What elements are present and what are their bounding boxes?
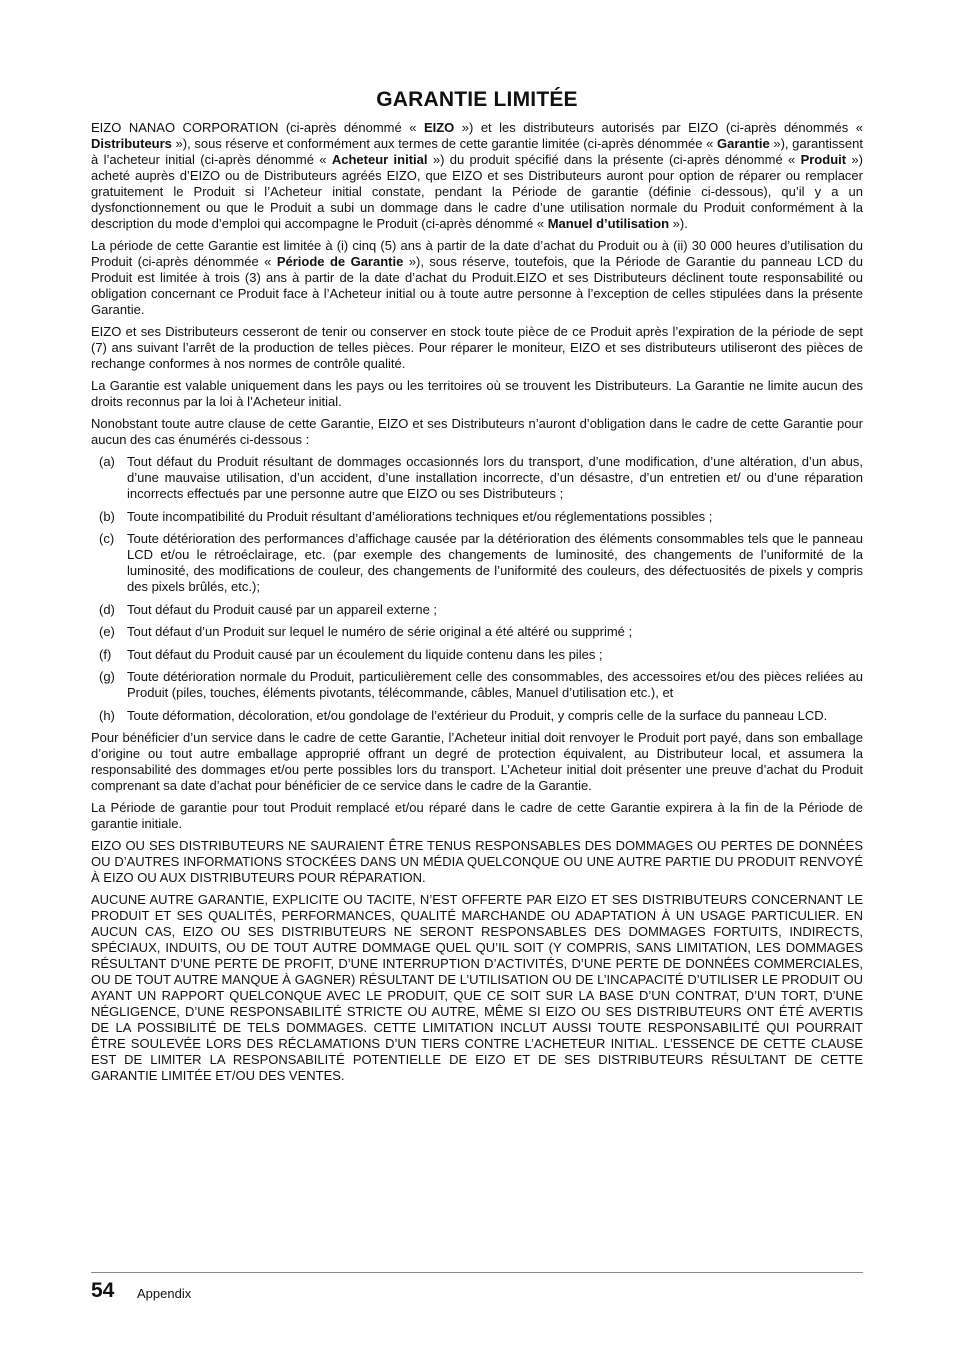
page-number: 54 xyxy=(91,1279,115,1302)
list-marker: (a) xyxy=(99,454,115,469)
term-manuel: Manuel d’utilisation xyxy=(547,216,670,231)
validity-paragraph: La Garantie est valable uniquement dans les pays ou les territoires où se trouvent les Distributeurs. La Garantie ne limite aucun des droits reconnus par la loi à l’Acheteur initial. xyxy=(91,378,863,409)
list-item xyxy=(91,708,863,724)
list-marker: (e) xyxy=(99,624,115,639)
term-garantie: Garantie xyxy=(716,136,770,151)
exclusions-intro-paragraph: Nonobstant toute autre clause de cette Garantie, EIZO et ses Distributeurs n’auront d’obligation dans le cadre de cette Garantie pour aucun des cas énumérés ci-dessous : xyxy=(91,416,863,447)
text-run: »), sous réserve, toutefois, que la Période de Garantie du panneau LCD du Produit est limitée à trois (3) ans à partir de la date d’achat du Produit.EIZO et ses Distributeurs déclinent toute responsabilité ou obligation concernant ce Produit face à l’Acheteur initial ou à toute autre personne à l’exception de celles stipulées dans la présente Garantie. xyxy=(91,254,863,317)
list-item-text: Toute incompatibilité du Produit résultant d’améliorations techniques et/ou réglementations possibles ; xyxy=(127,508,713,524)
term-produit: Produit xyxy=(800,152,847,167)
text-run: »), sous réserve et conformément aux termes de cette garantie limitée (ci-après dénommée « xyxy=(171,136,717,151)
list-marker: (h) xyxy=(99,707,115,723)
list-item xyxy=(91,509,863,525)
list-item-text: Toute détérioration normale du Produit, particulièrement celle des consommables, des accessoires et/ou des pièces reliées au Produit (piles, touches, éléments pivotants, télécommande, câbles, Manuel d’utilisation etc.), et xyxy=(127,669,863,700)
section-label: Appendix xyxy=(137,1286,192,1301)
period-paragraph xyxy=(91,238,863,318)
list-item-text: Tout défaut du Produit causé par un appareil externe ; xyxy=(127,601,438,617)
list-marker: (f) xyxy=(99,646,112,662)
list-item xyxy=(91,624,863,640)
text-run: »), garantissent à l’acheteur initial (ci-après dénommé « xyxy=(91,136,863,167)
footer-divider xyxy=(91,1272,863,1273)
liability-data-paragraph: EIZO OU SES DISTRIBUTEURS NE SAURAIENT ÊTRE TENUS RESPONSABLES DES DOMMAGES OU PERTES DE DONNÉES OU D’AUTRES INFORMATIONS STOCKÉES DANS UN MÉDIA QUELCONQUE OU UNE AUTRE PARTIE DU PRODUIT RENVOYÉ À EIZO OU AUX DISTRIBUTEURS POUR RÉPARATION. xyxy=(91,838,863,885)
term-acheteur-initial: Acheteur initial xyxy=(331,152,428,167)
list-item xyxy=(91,647,863,663)
text-run: La période de cette Garantie est limitée à (i) cinq (5) ans à partir de la date d’achat du Produit ou à (ii) 30 000 heures d’utilisation du Produit (ci-après dénommée « xyxy=(91,238,863,269)
text-run: EIZO NANAO CORPORATION (ci-après dénommé « xyxy=(91,120,424,135)
list-item-text: Tout défaut du Produit causé par un écoulement du liquide contenu dans les piles ; xyxy=(127,646,603,662)
document-body xyxy=(91,88,863,1090)
exclusions-list xyxy=(91,454,863,724)
no-other-warranty-paragraph: AUCUNE AUTRE GARANTIE, EXPLICITE OU TACITE, N’EST OFFERTE PAR EIZO ET SES DISTRIBUTEURS CONCERNANT LE PRODUIT ET SES QUALITÉS, PERFORMANCES, QUALITÉ MARCHANDE OU ADAPTATION À UN USAGE PARTICULIER. EN AUCUN CAS, EIZO OU SES DISTRIBUTEURS NE SERONT RESPONSABLES DES DOMMAGES FORTUITS, INDIRECTS, SPÉCIAUX, INDUITS, OU DE TOUT AUTRE DOMMAGE QUEL QU’IL SOIT (Y COMPRIS, SANS LIMITATION, LES DOMMAGES RÉSULTANT D’UNE PERTE DE PROFIT, D’UNE INTERRUPTION D’ACTIVITÉS, D’UNE PERTE DE DONNÉES COMMERCIALES, OU DE TOUT AUTRE MANQUE À GAGNER) RÉSULTANT DE L’UTILISATION OU DE L’INCAPACITÉ D’UTILISER LE PRODUIT OU AYANT UN RAPPORT QUELCONQUE AVEC LE PRODUIT, QUE CE SOIT SUR LA BASE D’UN CONTRAT, D’UN TORT, D’UNE NÉGLIGENCE, D’UNE RESPONSABILITÉ STRICTE OU AUTRE, MÊME SI EIZO OU SES DISTRIBUTEURS ONT ÉTÉ AVERTIS DE LA POSSIBILITÉ DE TELS DOMMAGES. CETTE LIMITATION INCLUT AUSSI TOUTE RESPONSABILITÉ QUI POURRAIT ÊTRE SOULEVÉE LORS DES RÉCLAMATIONS D’UN TIERS CONTRE L’ACHETEUR INITIAL. L’ESSENCE DE CETTE CLAUSE EST DE LIMITER LA RESPONSABILITÉ POTENTIELLE DE EIZO ET DE SES DISTRIBUTEURS RÉSULTANT DE CETTE GARANTIE LIMITÉE ET/OU DES VENTES. xyxy=(91,892,863,1083)
term-eizo: EIZO xyxy=(423,120,455,135)
text-run: ») du produit spécifié dans la présente (ci-après dénommé « xyxy=(427,152,801,167)
list-item-text: Toute déformation, décoloration, et/ou gondolage de l’extérieur du Produit, y compris celle de la surface du panneau LCD. xyxy=(127,707,828,723)
page-title: GARANTIE LIMITÉE xyxy=(376,88,578,111)
list-marker: (b) xyxy=(99,508,115,524)
stock-paragraph: EIZO et ses Distributeurs cesseront de tenir ou conserver en stock toute pièce de ce Produit après l’expiration de la période de sept (7) ans suivant l’arrêt de la production de telles pièces. Pour réparer le moniteur, EIZO et ses distributeurs utiliseront des pièces de rechange conformes à nos normes de contrôle qualité. xyxy=(91,324,863,371)
text-run: ») et les distributeurs autorisés par EIZO (ci-après dénommés « xyxy=(454,120,863,135)
list-item xyxy=(91,454,863,502)
text-run: ») acheté auprès d’EIZO ou de Distributeurs agréés EIZO, que EIZO et ses Distributeurs auront pour option de réparer ou remplacer gratuitement le Produit si l’Acheteur initial constate, pendant la Période de garantie (définie ci-dessous), qu’il y a un dysfonctionnement ou que le Produit a subi un dommage dans le cadre d’une utilisation normale du Produit conformément à la description du mode d’emploi qui accompagne le Produit (ci-après dénommé « xyxy=(91,152,863,231)
list-marker: (c) xyxy=(99,531,115,546)
service-paragraph: Pour bénéficier d’un service dans le cadre de cette Garantie, l’Acheteur initial doit renvoyer le Produit port payé, dans son emballage d’origine ou tout autre emballage approprié offrant un degré de protection équivalent, au Distributeur local, et assumera la responsabilité des dommages et/ou perte possibles lors du transport. L’Acheteur initial doit présenter une preuve d’achat du Produit comprenant sa date d’achat pour bénéficier de ce service dans le cadre de la Garantie. xyxy=(91,730,863,793)
list-item-text: Tout défaut du Produit résultant de dommages occasionnés lors du transport, d’une modification, d’une altération, d’un abus, d’une mauvaise utilisation, d’un accident, d’une installation incorrecte, d’un désastre, d’un entretien et/ ou d’une réparation incorrects effectués par une personne autre que EIZO ou ses Distributeurs ; xyxy=(127,454,863,501)
list-item-text: Toute détérioration des performances d’affichage causée par la détérioration des éléments consommables tels que le panneau LCD et/ou le rétroéclairage, etc. (par exemple des changements de luminosité, des changements de l’uniformité de la luminosité, des modifications de couleur, des changements de l’uniformité des couleurs, des défectuosités de pixels y compris des pixels brûlés, etc.); xyxy=(127,531,863,594)
list-marker: (d) xyxy=(99,601,115,617)
term-distributeurs: Distributeurs xyxy=(91,136,172,151)
list-item xyxy=(91,669,863,701)
term-periode-garantie: Période de Garantie xyxy=(276,254,404,269)
list-item xyxy=(91,531,863,595)
list-item xyxy=(91,602,863,618)
text-run: »). xyxy=(669,216,688,231)
intro-paragraph xyxy=(91,120,863,232)
list-item-text: Tout défaut d’un Produit sur lequel le numéro de série original a été altéré ou supprimé ; xyxy=(127,624,633,639)
list-marker: (g) xyxy=(99,669,115,684)
replacement-paragraph: La Période de garantie pour tout Produit remplacé et/ou réparé dans le cadre de cette Garantie expirera à la fin de la Période de garantie initiale. xyxy=(91,800,863,831)
